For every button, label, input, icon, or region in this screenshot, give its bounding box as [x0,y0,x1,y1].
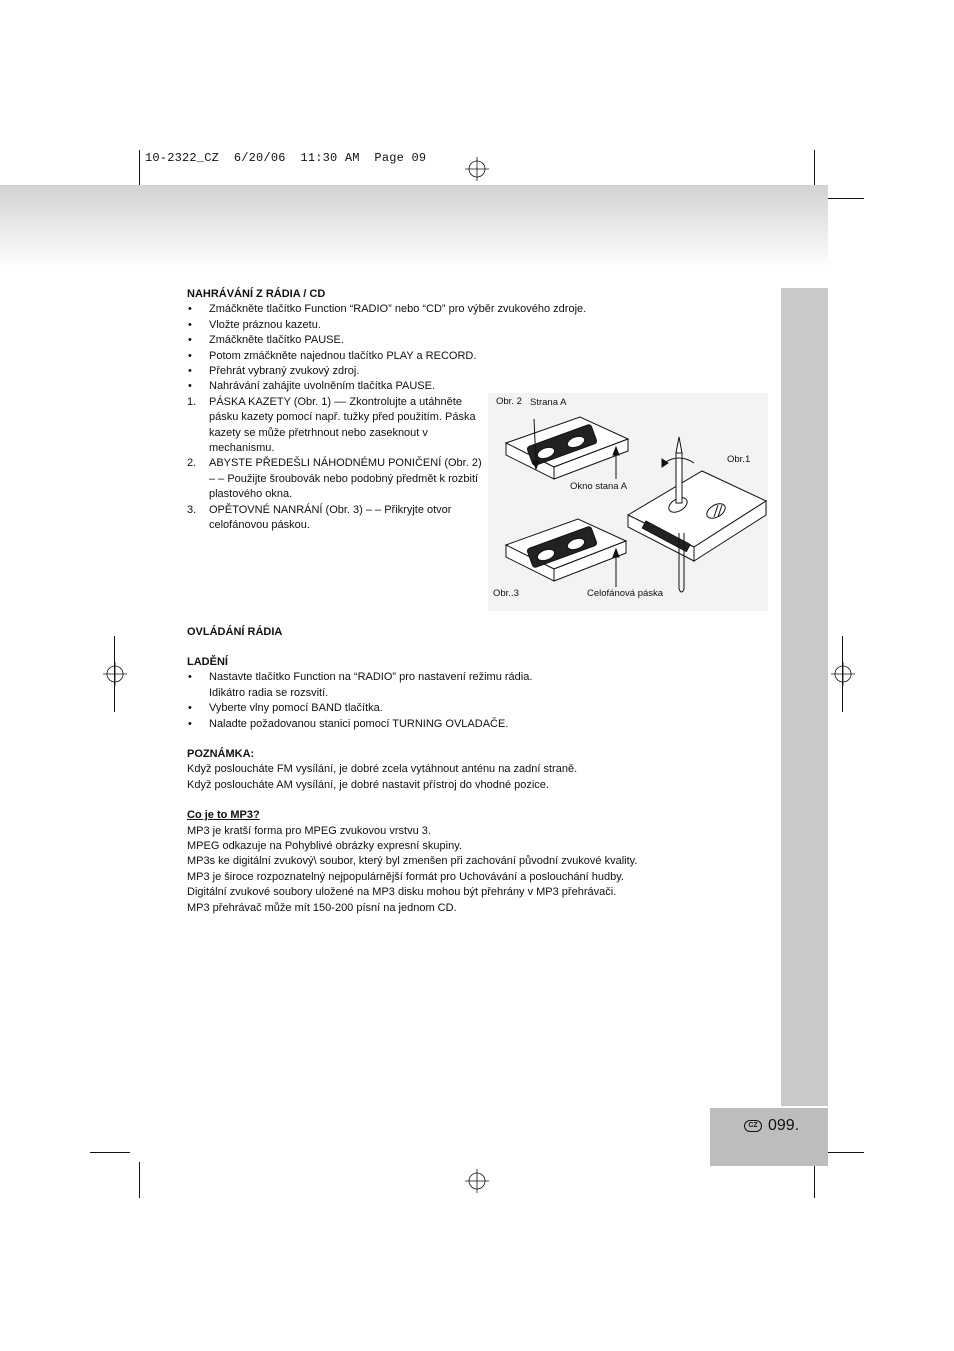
step-text: PÁSKA KAZETY (Obr. 1) –– Zkontrolujte a utáhněte pásku kazety pomocí např. tužky před použitím. Páska kazety se může přetrhnout nebo zaseknout v mechanismu. [209,395,476,455]
mp3-line: MP3 přehrávač může mít 150-200 písní na jednom CD. [187,901,457,914]
list-item [187,395,487,457]
page-number [744,1117,799,1135]
radio-title: OVLÁDÁNÍ RÁDIA [187,625,283,638]
crop-mark [842,636,843,712]
crop-mark [90,1152,130,1153]
recording-steps [187,395,487,534]
registration-mark [103,662,127,686]
tuning-title: LADĚNÍ [187,655,228,668]
crop-mark [814,150,815,186]
page-number-text: 099. [768,1117,800,1134]
list-item: • Přehrát vybraný zvukový zdroj. [187,364,747,379]
figure-label-strana-a: Strana A [530,397,567,408]
crop-mark [139,1162,140,1198]
mp3-line: Digitální zvukové soubory uložené na MP3 disku mohou být přehrány v MP3 přehrávači. [187,886,617,899]
note-line: Když posloucháte FM vysílání, je dobré zcela vytáhnout anténu na zadní straně. [187,763,578,776]
note-title: POZNÁMKA: [187,747,255,760]
list-item: • Vyberte vlny pomocí BAND tlačítka. [187,701,747,716]
list-item: • Nahrávání zahájite uvolněním tlačítka PAUSE. [187,379,747,394]
crop-mark [139,150,140,186]
figure-label-obr3: Obr..3 [493,588,519,599]
cassette-obr2 [506,417,628,479]
registration-mark [465,157,489,181]
crop-mark [814,1162,815,1198]
recording-bullets [187,302,747,394]
list-item [187,670,747,701]
list-item: • Zmáčkněte tlačítko PAUSE. [187,333,747,348]
side-bar [781,288,828,1106]
figure-label-okno: Okno stana A [570,481,628,492]
list-item: • Vložte práznou kazetu. [187,318,747,333]
mp3-line: MP3 je široce rozpoznatelný nejpopulárnější formát pro Uchovávání a poslouchání hudby. [187,870,624,883]
figure-label-obr2: Obr. 2 [496,396,522,407]
figure-label-celofan: Celofánová páska [587,588,664,599]
list-item [187,456,487,502]
registration-mark [465,1169,489,1193]
crop-mark [824,1152,864,1153]
mp3-title: Co je to MP3? [187,809,260,822]
list-item [187,503,487,534]
list-item-text: Idikátro radia se rozsvití. [209,686,329,699]
cassette-illustration [488,393,768,611]
mp3-line: MPEG odkazuje na Pohyblivé obrázky expresní skupiny. [187,839,462,852]
crop-mark [824,198,864,199]
list-item: • Naladte požadovanou stanici pomocí TURNING OVLADAČE. [187,717,747,732]
step-number: 1. [187,395,197,408]
header-band [0,185,828,267]
mp3-line: MP3 je kratší forma pro MPEG zvukovou vrstvu 3. [187,824,431,837]
print-slug: 10-2322_CZ 6/20/06 11:30 AM Page 09 [145,151,427,165]
mp3-line: MP3s ke digitální zvukový\ soubor, který byl zmenšen při zachování původní zvukové kvality. [187,855,638,868]
cz-language-badge: CZ [744,1120,762,1132]
step-text: OPĚTOVNÉ NANRÁNÍ (Obr. 3) – – Přikryjte otvor celofánovou páskou. [209,503,452,532]
crop-mark [114,636,115,712]
registration-mark [831,662,855,686]
note-line: Když posloucháte AM vysílání, je dobré nastavit přístroj do vhodné pozice. [187,778,549,791]
step-number: 3. [187,503,197,516]
figure-label-obr1: Obr.1 [727,454,751,465]
step-text: ABYSTE PŘEDEŠLI NÁHODNÉMU PONIČENÍ (Obr. 2) – – Použijte šroubovák nebo podobný předmět k rozbití plastového okna. [209,457,482,501]
cassette-obr3 [506,519,626,587]
tuning-bullets [187,670,747,732]
list-item: • Zmáčkněte tlačítko Function “RADIO” nebo “CD” pro výběr zvukového zdroje. [187,302,747,317]
cassette-figure [488,393,768,611]
step-number: 2. [187,457,197,470]
recording-title: NAHRÁVÁNÍ Z RÁDIA / CD [187,288,326,300]
list-item-text: Nastavte tlačítko Function na “RADIO” pro nastavení režimu rádia. [209,671,533,684]
list-item: • Potom zmáčkněte najednou tlačítko PLAY a RECORD. [187,349,747,364]
